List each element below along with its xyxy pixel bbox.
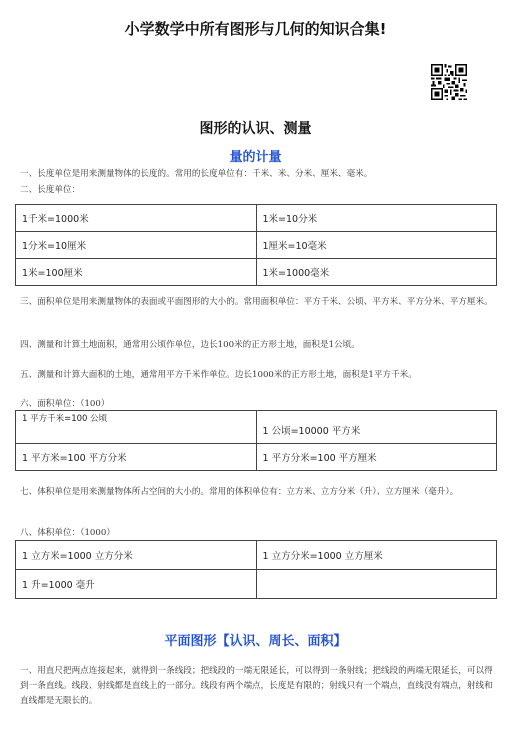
length-units-table [15,204,497,286]
paragraph: 五、测量和计算大面积的土地，通常用平方千米作单位。边长1000米的正方形土地，面积是1平方千米。 [20,370,417,380]
table-cell: 1 平方米=100 平方分米 [16,444,257,471]
area-units-table [15,410,497,471]
paragraph: 一、用直尺把两点连接起来，就得到一条线段；把线段的一端无限延长，可以得到一条射线；把线段的两端无限延长，可以得到一条直线。线段、射线都是直线上的一部分。线段有两个端点，长度是有限的；射线只有一个端点，直线没有端点，射线和直线都是无限长的。 [20,666,493,706]
paragraph: 六、面积单位：（100） [20,399,110,409]
document-title: 小学数学中所有图形与几何的知识合集! [124,20,387,38]
table-cell: 1 立方米=1000 立方分米 [16,541,257,570]
table-cell: 1 升=1000 毫升 [16,570,257,599]
table-cell: 1 平方分米=100 平方厘米 [256,444,497,471]
paragraph: 三、面积单位是用来测量物体的表面或平面图形的大小的。常用面积单位：平方千米、公顷、平方米、平方分米、平方厘米。 [20,297,493,307]
subsection-title: 量的计量 [229,150,282,165]
table-cell: 1 公顷=10000 平方米 [256,411,497,444]
table-cell: 1厘米=10毫米 [256,232,497,259]
table-cell: 1米=1000毫米 [256,259,497,286]
table-row [16,205,497,232]
paragraph: 一、长度单位是用来测量物体的长度的。常用的长度单位有：千米、米、分米、厘米、毫米。 [20,169,373,179]
table-cell: 1千米=1000米 [16,205,257,232]
qr-code-icon [431,64,467,100]
table-row [16,541,497,570]
table-row [16,570,497,599]
table-row [16,259,497,286]
volume-units-table [15,540,497,599]
paragraph: 四、测量和计算土地面积，通常用公顷作单位，边长100米的正方形土地，面积是1公顷。 [20,340,360,350]
paragraph: 二、长度单位： [20,185,81,195]
table-cell [256,570,497,599]
section-title: 平面图形【认识、周长、面积】 [164,634,347,649]
table-cell: 1 立方分米=1000 立方厘米 [256,541,497,570]
table-cell: 1米=100厘米 [16,259,257,286]
table-row [16,444,497,471]
table-row [16,232,497,259]
table-cell: 1分米=10厘米 [16,232,257,259]
table-cell: 1 平方千米=100 公顷 [16,411,257,444]
table-cell: 1米=10分米 [256,205,497,232]
table-row [16,411,497,444]
paragraph: 七、体积单位是用来测量物体所占空间的大小的。常用的体积单位有：立方米、立方分米（升）、立方厘米（毫升）。 [20,487,459,497]
paragraph: 八、体积单位：（1000） [20,528,115,538]
section-title: 图形的认识、测量 [199,121,312,137]
